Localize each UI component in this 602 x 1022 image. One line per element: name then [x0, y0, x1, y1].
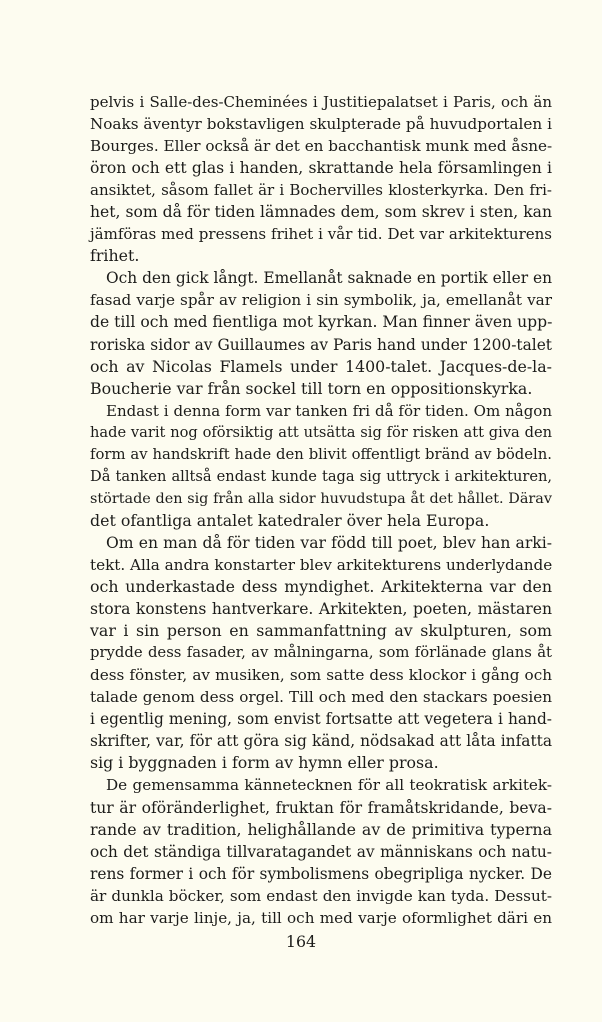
- text-line: Och den gick långt. Emellanåt saknade en portik eller en: [106, 269, 552, 288]
- text-line: stora konstens hantverkare. Arkitekten, poeten, mästaren: [90, 600, 552, 619]
- body-text: [90, 91, 552, 929]
- text-line: det ofantliga antalet katedraler över hela Europa.: [90, 510, 490, 530]
- text-line: form av handskrift hade den blivit offentligt bränd av bödeln.: [90, 445, 552, 463]
- text-line: dess fönster, av musiken, som satte dess klockor i gång och: [90, 666, 552, 685]
- text-line: Då tanken alltså endast kunde taga sig uttryck i arkitekturen,: [90, 467, 552, 485]
- text-line: roriska sidor av Guillaumes av Paris hand under 1200-talet: [90, 335, 552, 354]
- text-line: rens former i och för symbolismens obegripliga nycker. De: [90, 864, 552, 883]
- text-line: pelvis i Salle-des-Cheminées i Justitiepalatset i Paris, och än: [90, 93, 552, 111]
- text-line: är dunkla böcker, som endast den invigde kan tyda. Dessut-: [90, 886, 552, 905]
- text-line: het, som då för tiden lämnades dem, som skrev i sten, kan: [90, 203, 552, 222]
- page-number: 164: [285, 932, 317, 951]
- text-line: tekt. Alla andra konstarter blev arkitekturens underlydande: [90, 555, 553, 574]
- text-line: tur är oföränderlighet, fruktan för framåtskridande, beva-: [90, 798, 552, 817]
- text-line: rande av tradition, helighållande av de primitiva typerna: [90, 819, 552, 839]
- text-line: och av Nicolas Flamels under 1400-talet. Jacques-de-la-: [90, 356, 552, 376]
- text-line: De gemensamma kännetecknen för all teokratisk arkitek-: [106, 776, 552, 795]
- text-line: Endast i denna form var tanken fri då för tiden. Om någon: [106, 401, 552, 420]
- text-line: i egentlig mening, som envist fortsatte att vegetera i hand-: [90, 710, 552, 729]
- text-line: jämföras med pressens frihet i vår tid. Det var arkitekturens: [90, 225, 552, 244]
- text-line: prydde dess fasader, av målningarna, som förlänade glans åt: [90, 644, 552, 662]
- text-line: öron och ett glas i handen, skrattande hela församlingen i: [90, 159, 552, 178]
- text-line: skrifter, var, för att göra sig känd, nödsakad att låta infatta: [90, 732, 552, 751]
- text-line: talade genom dess orgel. Till och med den stackars poesien: [90, 688, 552, 707]
- text-line: Om en man då för tiden var född till poet, blev han arki-: [106, 533, 552, 552]
- text-line: om har varje linje, ja, till och med varje oformlighet däri en: [90, 908, 552, 927]
- text-line: Bourges. Eller också är det en bacchantisk munk med åsne-: [90, 137, 553, 156]
- text-line: frihet.: [90, 246, 140, 266]
- text-line: var i sin person en sammanfattning av skulpturen, som: [90, 621, 552, 641]
- text-line: fasad varje spår av religion i sin symbolik, ja, emellanåt var: [90, 291, 552, 310]
- text-line: Boucherie var från sockel till torn en oppositionskyrka.: [90, 378, 533, 398]
- text-line: hade varit nog oförsiktig att utsätta sig för risken att giva den: [90, 423, 552, 441]
- text-line: sig i byggnaden i form av hymn eller prosa.: [90, 753, 439, 773]
- text-line: de till och med fientliga mot kyrkan. Man finner även upp-: [90, 313, 553, 332]
- text-line: och det ständiga tillvaratagandet av människans och natu-: [90, 842, 552, 861]
- text-line: Noaks äventyr bokstavligen skulpterade på huvudportalen i: [90, 115, 552, 134]
- text-line: störtade den sig från alla sidor huvudstupa åt det hållet. Därav: [90, 490, 552, 507]
- text-line: ansiktet, såsom fallet är i Bochervilles klosterkyrka. Den fri-: [90, 181, 552, 200]
- text-line: och underkastade dess myndighet. Arkitekterna var den: [90, 577, 552, 597]
